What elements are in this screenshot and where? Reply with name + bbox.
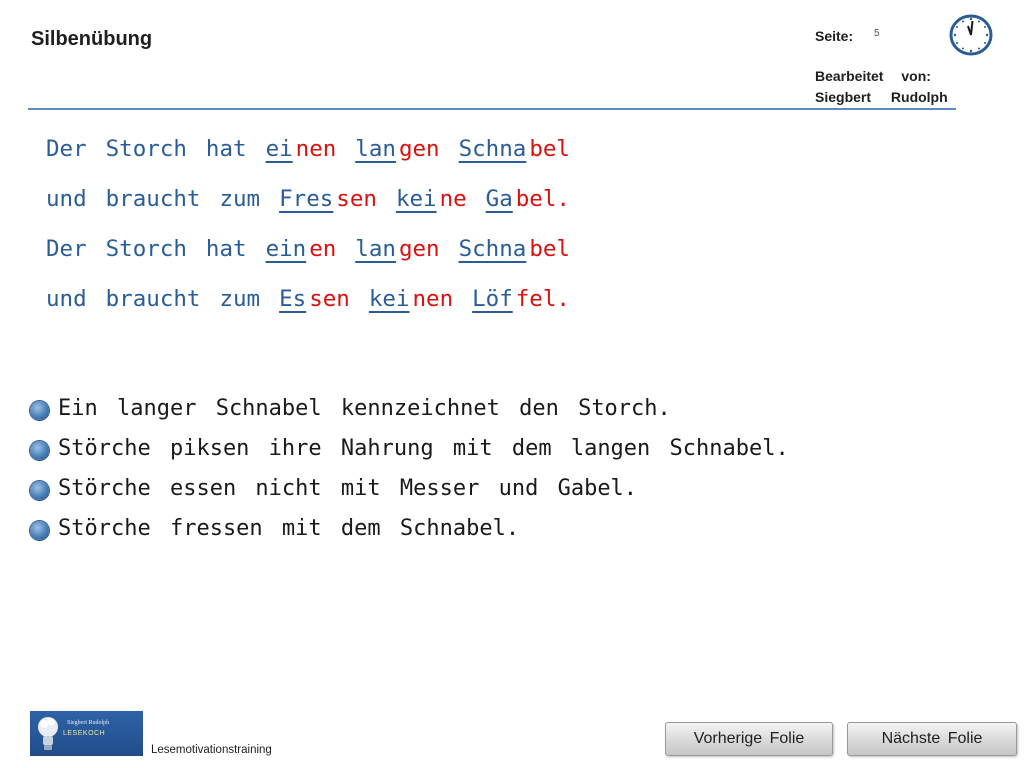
syllable-second: ne — [439, 186, 467, 212]
next-slide-button[interactable]: Nächste Folie — [847, 722, 1017, 756]
syllable-second: nen — [412, 286, 454, 312]
page-label: Seite: — [815, 28, 854, 44]
verse-word — [106, 186, 201, 212]
syllable-first: ein — [265, 236, 307, 262]
verse-word — [459, 136, 570, 162]
previous-slide-button[interactable]: Vorherige Folie — [665, 722, 833, 756]
page-title: Silbenübung — [31, 28, 153, 50]
verse-word — [486, 186, 570, 212]
verse-word — [46, 236, 87, 262]
logo-author: Siegbert Rudolph — [67, 720, 110, 726]
syllable-first: kei — [368, 286, 410, 312]
word-text: zum — [219, 186, 261, 212]
syllable-first: Löf — [472, 286, 513, 312]
verse-line — [46, 236, 589, 262]
verse-line — [46, 136, 589, 162]
author-first-name: Siegbert — [815, 89, 872, 105]
verse-word — [46, 136, 87, 162]
bullet-dot-icon[interactable] — [30, 481, 49, 500]
word-text: hat — [205, 236, 247, 262]
verse-word — [279, 186, 377, 212]
edited-by — [815, 66, 948, 108]
word-text: Der — [46, 136, 87, 162]
syllable-second: sen — [336, 186, 377, 212]
syllable-first: Fres — [279, 186, 334, 212]
verse-word — [355, 236, 439, 262]
verse-line — [46, 286, 589, 312]
syllable-first: Ga — [485, 186, 513, 212]
word-text: braucht — [105, 186, 201, 212]
statement-text: Störche essen nicht mit Messer und Gabel. — [58, 476, 638, 501]
verse-word — [472, 286, 570, 312]
syllable-second: nen — [295, 136, 337, 162]
author-last-name: Rudolph — [890, 89, 948, 105]
statement-text: Störche piksen ihre Nahrung mit dem langen Schnabel. — [58, 436, 789, 461]
edited-label-von: von: — [901, 68, 931, 84]
verse-word — [206, 136, 247, 162]
syllable-first: kei — [395, 186, 437, 212]
word-text: und — [46, 186, 87, 212]
verse-word — [106, 136, 187, 162]
verse-word — [106, 286, 201, 312]
statement-text: Ein langer Schnabel kennzeichnet den Storch. — [58, 396, 671, 421]
verse-word — [355, 136, 439, 162]
word-text: Storch — [105, 236, 187, 262]
verse-word — [459, 236, 570, 262]
verse-word — [396, 186, 467, 212]
syllable-second: gen — [398, 236, 440, 262]
word-text: zum — [219, 286, 261, 312]
statement-text: Störche fressen mit dem Schnabel. — [58, 516, 520, 541]
verse-word — [206, 236, 247, 262]
bullet-dot-icon[interactable] — [30, 401, 49, 420]
word-text: Storch — [105, 136, 187, 162]
syllable-second: sen — [309, 286, 350, 312]
verse-word — [46, 186, 87, 212]
edited-label: Bearbeitet — [815, 68, 884, 84]
header-divider — [28, 108, 956, 110]
verse-word — [219, 286, 260, 312]
syllable-second: en — [309, 236, 337, 262]
syllable-first: ei — [265, 136, 293, 162]
syllable-second: fel. — [515, 286, 570, 312]
syllable-first: lan — [355, 136, 396, 162]
syllable-first: Schna — [458, 136, 527, 162]
verse-word — [266, 236, 337, 262]
syllable-first: Es — [279, 286, 307, 312]
verse-line — [46, 186, 589, 212]
word-text: und — [46, 286, 87, 312]
syllable-second: gen — [398, 136, 440, 162]
syllable-first: Schna — [458, 236, 527, 262]
page-number: 5 — [874, 28, 880, 39]
verse-word — [369, 286, 453, 312]
syllable-second: bel — [529, 136, 570, 162]
verse-word — [219, 186, 260, 212]
word-text: Der — [46, 236, 87, 262]
lightbulb-icon — [35, 715, 61, 752]
logo-brand: LESEKOCH — [63, 730, 106, 737]
bullet-dot-icon[interactable] — [30, 521, 49, 540]
verse-word — [279, 286, 350, 312]
leselkoch-logo — [30, 711, 143, 756]
word-text: hat — [205, 136, 247, 162]
word-text: braucht — [105, 286, 201, 312]
syllable-first: lan — [355, 236, 396, 262]
syllable-second: bel. — [515, 186, 570, 212]
verse-word — [266, 136, 337, 162]
footer-caption: Lesemotivationstraining — [151, 744, 272, 756]
bullet-dot-icon[interactable] — [30, 441, 49, 460]
verse-word — [106, 236, 187, 262]
verse-word — [46, 286, 87, 312]
syllable-second: bel — [529, 236, 570, 262]
clock-icon[interactable] — [948, 13, 994, 57]
